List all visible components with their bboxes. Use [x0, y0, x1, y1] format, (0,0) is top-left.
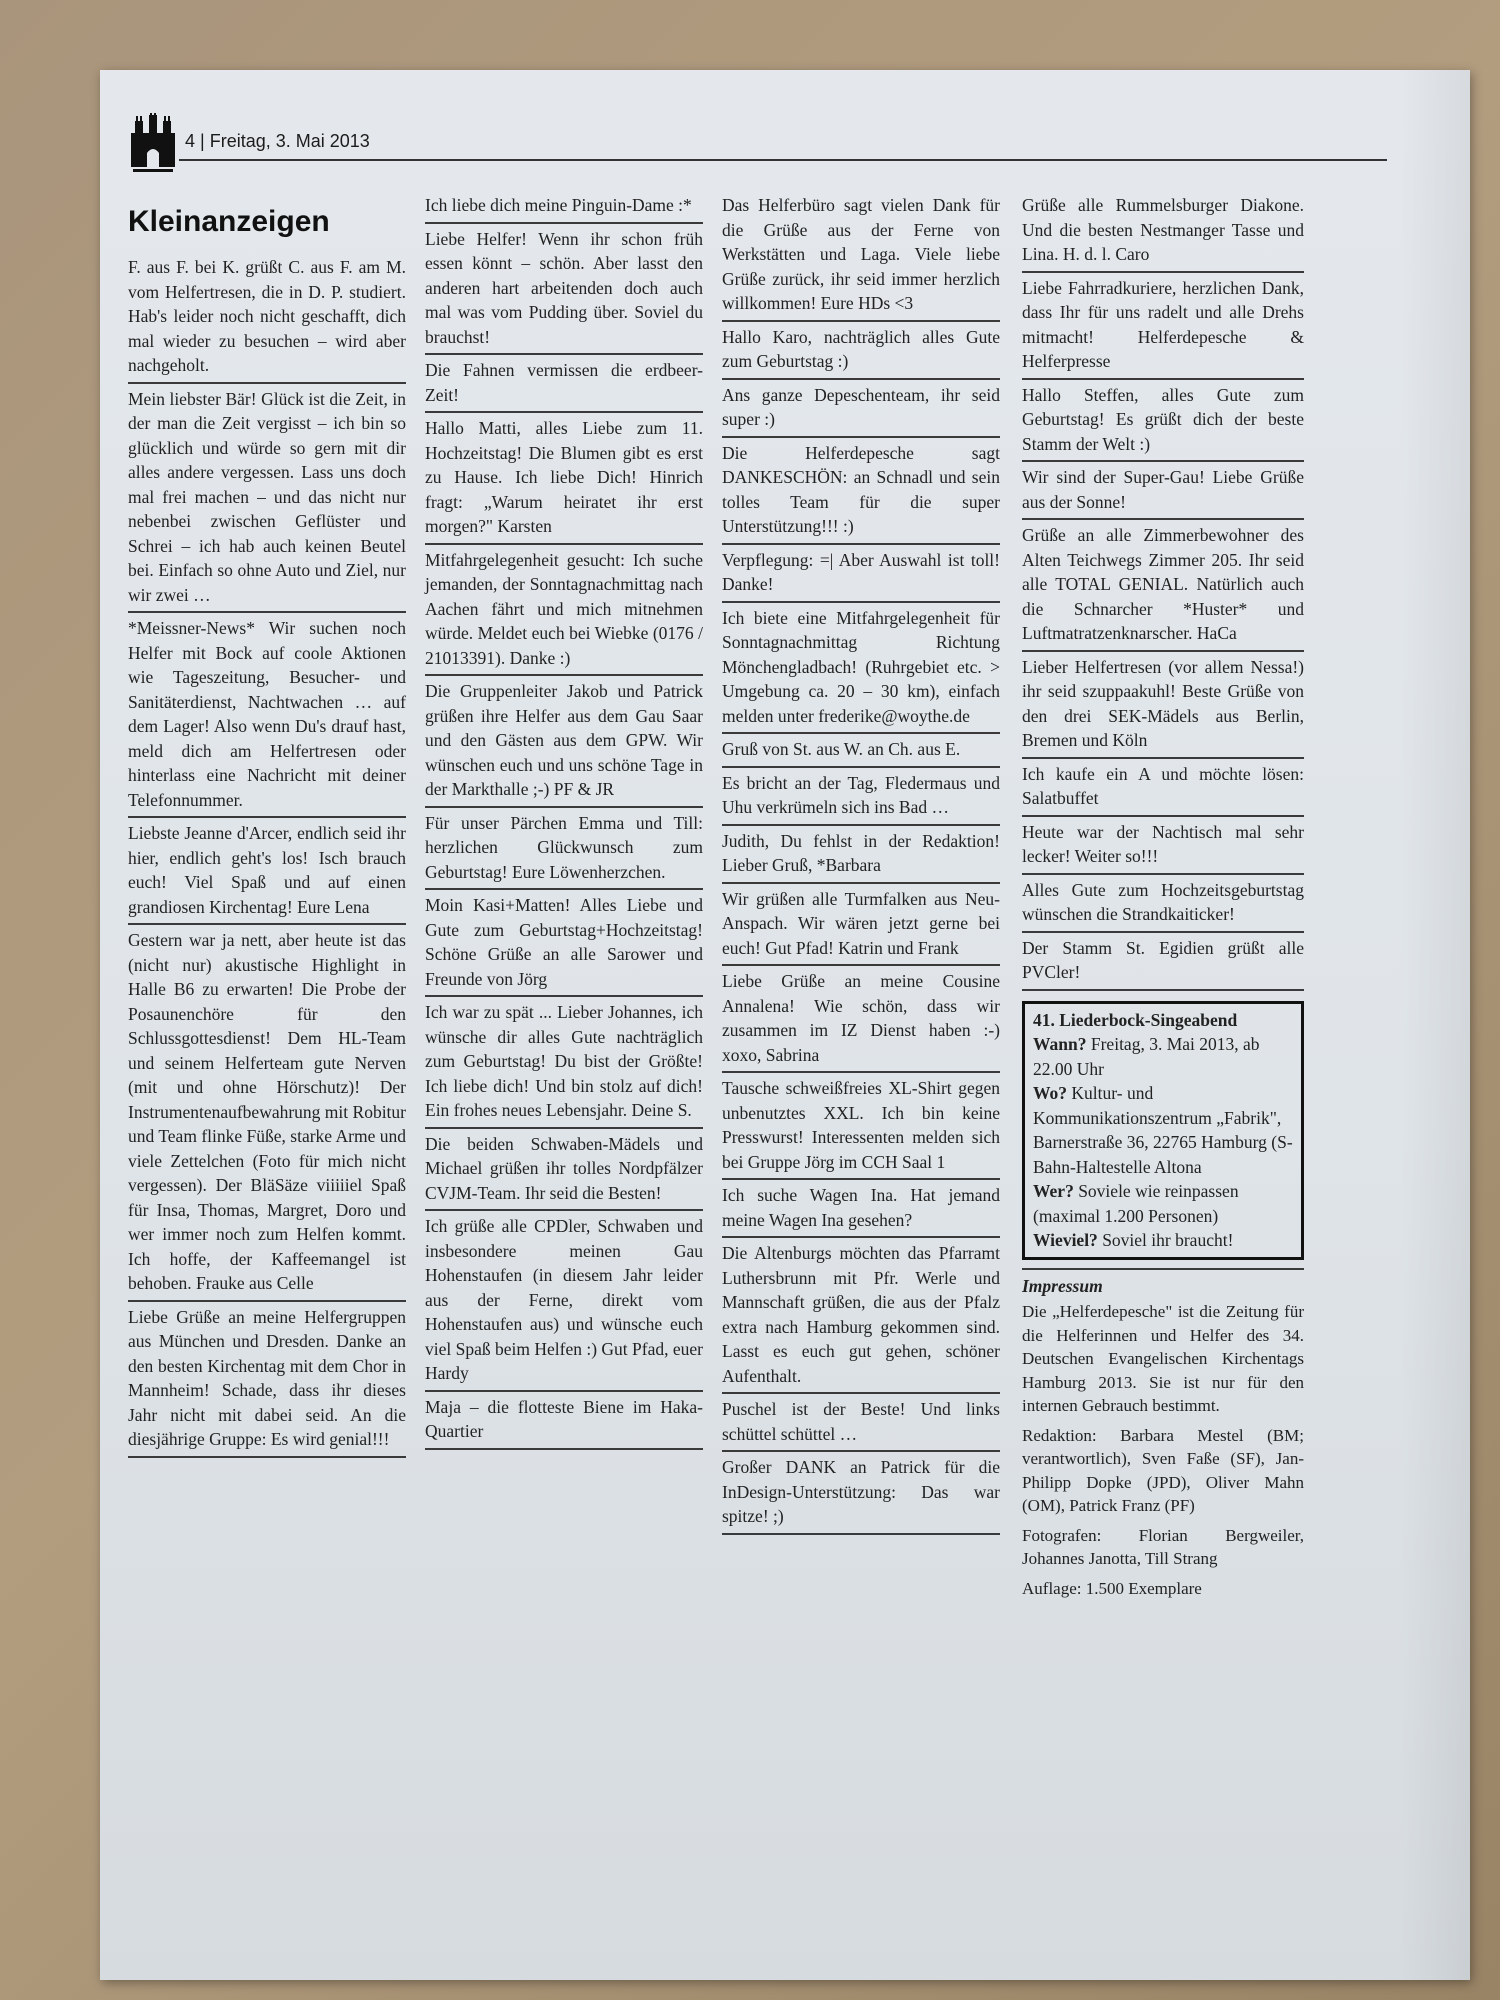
event-where: [1033, 1081, 1293, 1179]
classified-ad: Ich kaufe ein A und möchte lösen: Salatbuffet: [1022, 759, 1304, 817]
header-rule: [179, 159, 1387, 161]
classified-ad: Verpflegung: =| Aber Auswahl ist toll! Danke!: [722, 545, 1000, 603]
classified-ad: Mein liebster Bär! Glück ist die Zeit, in der man die Zeit vergisst – ich bin so glücklich und würde so gern mit dir alles andere vergessen. Lass uns doch mal frei machen – und das nicht nur nebenbei zwischen Geflüster und Schrei – ich hab auch keinen Beutel bei. Einfach so ohne Auto und Ziel, nur wir zwei …: [128, 384, 406, 614]
classified-ad: Ich suche Wagen Ina. Hat jemand meine Wagen Ina gesehen?: [722, 1180, 1000, 1238]
classified-ad: Liebe Grüße an meine Helfergruppen aus München und Dresden. Danke an den besten Kirchentag mit dem Chor in Mannheim! Schade, dass ihr dieses Jahr nicht mit dabei seid. An die diesjährige Gruppe: Es wird genial!!!: [128, 1302, 406, 1458]
impressum-intro: Die „Helferdepesche" ist die Zeitung für die Helferinnen und Helfer des 34. Deutschen Evangelischen Kirchentags Hamburg 2013. Sie ist nur für den internen Gebrauch bestimmt.: [1022, 1302, 1304, 1415]
column-2: [425, 190, 703, 1450]
classified-ad: Grüße an alle Zimmerbewohner des Alten Teichwegs Zimmer 205. Ihr seid alle TOTAL GENIAL. Natürlich auch die Schnarcher *Huster* und Luftmatratzenknarscher. HaCa: [1022, 520, 1304, 652]
classified-ad: Der Stamm St. Egidien grüßt alle PVCler!: [1022, 933, 1304, 991]
column-3: [722, 190, 1000, 1535]
classified-ad: Wir grüßen alle Turmfalken aus Neu-Anspach. Wir wären jetzt gerne bei euch! Gut Pfad! Katrin und Frank: [722, 884, 1000, 967]
page-header: [127, 113, 1387, 163]
event-who-value: Soviele wie reinpassen (maximal 1.200 Personen): [1033, 1181, 1239, 1226]
hamburg-crest-icon: [127, 113, 179, 173]
event-title: 41. Liederbock-Singeabend: [1033, 1009, 1238, 1030]
classified-ad: Heute war der Nachtisch mal sehr lecker! Weiter so!!!: [1022, 817, 1304, 875]
impressum-redaktion: Redaktion: Barbara Mestel (BM; verantwortlich), Sven Faße (SF), Jan-Philipp Dopke (JPD), Oliver Mahn (OM), Patrick Franz (PF): [1022, 1425, 1304, 1515]
event-cost-label: Wieviel?: [1033, 1230, 1098, 1250]
classified-ad: Lieber Helfertresen (vor allem Nessa!) ihr seid szuppaakuhl! Beste Grüße von den drei SEK-Mädels aus Berlin, Bremen und Köln: [1022, 652, 1304, 759]
classified-ad: Ans ganze Depeschenteam, ihr seid super :): [722, 380, 1000, 438]
event-when-label: Wann?: [1033, 1034, 1087, 1054]
header-dateline: [185, 131, 370, 152]
classified-ad: Ich biete eine Mitfahrgelegenheit für Sonntagnachmittag Richtung Mönchengladbach! (Ruhrgebiet etc. > Umgebung ca. 20 – 30 km), einfach melden unter frederike@woythe.de: [722, 603, 1000, 735]
event-cost-value: Soviel ihr braucht!: [1102, 1230, 1234, 1250]
event-when: [1033, 1032, 1293, 1081]
classified-ad: Gestern war ja nett, aber heute ist das (nicht nur) akustische Highlight in Halle B6 zu erwarten! Die Probe der Posaunenchöre für den Schlussgottesdienst! Dem HL-Team und seinem Helferteam gute Nerven (mit und ohne Hörschutz)! Der Instrumentenaufbewahrung mit Robitur und Team flinke Füße, starke Arme und viele Zettelchen (Foto für mich nicht vergessen). Der BläSäze viiiiiel Spaß für Insa, Thomas, Margret, Doro und wer immer noch zum Helfen kommt. Ich hoffe, der Kaffeemangel ist behoben. Frauke aus Celle: [128, 925, 406, 1302]
event-who-label: Wer?: [1033, 1181, 1074, 1201]
classified-ad: Ich war zu spät ... Lieber Johannes, ich wünsche dir alles Gute nachträglich zum Geburtstag! Du bist der Größte! Ich liebe dich! Und bin stolz auf dich! Ein frohes neues Lebensjahr. Deine S.: [425, 997, 703, 1129]
event-box: [1022, 1001, 1304, 1260]
classified-ad: Maja – die flotteste Biene im Haka-Quartier: [425, 1392, 703, 1450]
classified-ad: Großer DANK an Patrick für die InDesign-Unterstützung: Das war spitze! ;): [722, 1452, 1000, 1535]
classified-ad: Hallo Karo, nachträglich alles Gute zum Geburtstag :): [722, 322, 1000, 380]
classified-ad: Das Helferbüro sagt vielen Dank für die Grüße aus der Ferne von Werkstätten und Laga. Viele liebe Grüße zurück, ihr seid immer herzlich willkommen! Eure HDs <3: [722, 190, 1000, 322]
classified-ad: Die beiden Schwaben-Mädels und Michael grüßen ihr tolles Nordpfälzer CVJM-Team. Ihr seid die Besten!: [425, 1129, 703, 1212]
classified-ad: Judith, Du fehlst in der Redaktion! Lieber Gruß, *Barbara: [722, 826, 1000, 884]
classified-ad: Tausche schweißfreies XL-Shirt gegen unbenutztes XXL. Ich bin keine Presswurst! Interessenten melden sich bei Gruppe Jörg im CCH Saal 1: [722, 1073, 1000, 1180]
classified-ad: Es bricht an der Tag, Fledermaus und Uhu verkrümeln sich ins Bad …: [722, 768, 1000, 826]
impressum-auflage: Auflage: 1.500 Exemplare: [1022, 1578, 1202, 1598]
section-title: Kleinanzeigen: [128, 205, 330, 238]
issue-date: Freitag, 3. Mai 2013: [209, 131, 370, 151]
classified-ad: Hallo Steffen, alles Gute zum Geburtstag! Es grüßt dich der beste Stamm der Welt :): [1022, 380, 1304, 463]
classified-ad: Alles Gute zum Hochzeitsgeburtstag wünschen die Strandkaiticker!: [1022, 875, 1304, 933]
impressum-title: Impressum: [1022, 1268, 1304, 1299]
event-who: [1033, 1179, 1293, 1228]
classified-ad: Die Altenburgs möchten das Pfarramt Luthersbrunn mit Pfr. Werle und Mannschaft grüßen, die aus der Pfalz extra nach Hamburg gekommen sind. Lasst es euch gut gehen, schöner Aufenthalt.: [722, 1238, 1000, 1394]
impressum-fotografen: Fotografen: Florian Bergweiler, Johannes Janotta, Till Strang: [1022, 1525, 1304, 1568]
column-4: [1022, 190, 1304, 1606]
classified-ad: Mitfahrgelegenheit gesucht: Ich suche jemanden, der Sonntagnachmittag nach Aachen fährt und mich mitnehmen würde. Meldet euch bei Wiebke (0176 / 21013391). Danke :): [425, 545, 703, 677]
classified-ad: Grüße alle Rummelsburger Diakone. Und die besten Nestmanger Tasse und Lina. H. d. l. Caro: [1022, 190, 1304, 273]
classified-ad: F. aus F. bei K. grüßt C. aus F. am M. vom Helfertresen, die in D. P. studiert. Hab's leider noch nicht geschafft, dich mal wieder zu besuchen – wird aber nachgeholt.: [128, 252, 406, 384]
classified-ad: Ich liebe dich meine Pinguin-Dame :*: [425, 190, 703, 224]
page-number: 4: [185, 131, 196, 151]
header-separator: |: [200, 131, 205, 151]
classified-ad: Liebste Jeanne d'Arcer, endlich seid ihr hier, endlich geht's los! Isch brauch euch! Viel Spaß und auf einen grandiosen Kirchentag! Eure Lena: [128, 818, 406, 925]
column-1: [128, 190, 406, 1458]
classified-ad: Für unser Pärchen Emma und Till: herzlichen Glückwunsch zum Geburtstag! Eure Löwenherzchen.: [425, 808, 703, 891]
classified-ad: Puschel ist der Beste! Und links schüttel schüttel …: [722, 1394, 1000, 1452]
classified-ad: Liebe Helfer! Wenn ihr schon früh essen könnt – schön. Aber lasst den anderen hart arbeitenden doch auch mal was vom Pudding über. Soviel du brauchst!: [425, 224, 703, 356]
classified-ad: Gruß von St. aus W. an Ch. aus E.: [722, 734, 1000, 768]
classified-ad: Wir sind der Super-Gau! Liebe Grüße aus der Sonne!: [1022, 462, 1304, 520]
classified-ad: Die Gruppenleiter Jakob und Patrick grüßen ihre Helfer aus dem Gau Saar und den Gästen aus dem GPW. Wir wünschen euch und uns schöne Tage in der Markthalle ;-) PF & JR: [425, 676, 703, 808]
event-where-value: Kultur- und Kommunikationszentrum „Fabrik", Barnerstraße 36, 22765 Hamburg (S-Bahn-Haltestelle Altona: [1033, 1083, 1293, 1177]
classified-ad: Moin Kasi+Matten! Alles Liebe und Gute zum Geburtstag+Hochzeitstag! Schöne Grüße an alle Sarower und Freunde von Jörg: [425, 890, 703, 997]
classified-ad: Die Helferdepesche sagt DANKESCHÖN: an Schnadl und sein tolles Team für die super Unterstützung!!! :): [722, 438, 1000, 545]
event-when-value: Freitag, 3. Mai 2013, ab 22.00 Uhr: [1033, 1034, 1260, 1079]
classified-ad: Liebe Grüße an meine Cousine Annalena! Wie schön, dass wir zusammen im IZ Dienst haben :-) xoxo, Sabrina: [722, 966, 1000, 1073]
event-where-label: Wo?: [1033, 1083, 1068, 1103]
classified-ad: Liebe Fahrradkuriere, herzlichen Dank, dass Ihr für uns radelt und alle Drehs mitmacht! Helferdepesche & Helferpresse: [1022, 273, 1304, 380]
classified-ad: Hallo Matti, alles Liebe zum 11. Hochzeitstag! Die Blumen gibt es erst zu Hause. Ich liebe Dich! Hinrich fragt: „Warum heiratet ihr erst morgen?" Karsten: [425, 413, 703, 545]
classified-ad: *Meissner-News* Wir suchen noch Helfer mit Bock auf coole Aktionen wie Tageszeitung, Besucher- und Sanitäterdienst, Nachtwachen … auf dem Lager! Also wenn Du's drauf hast, meld dich am Helfertresen oder hinterlass eine Nachricht mit deiner Telefonnummer.: [128, 613, 406, 818]
classified-ad: Die Fahnen vermissen die erdbeer-Zeit!: [425, 355, 703, 413]
event-cost: [1033, 1228, 1293, 1253]
classified-ad: Ich grüße alle CPDler, Schwaben und insbesondere meinen Gau Hohenstaufen (in diesem Jahr leider aus der Ferne, direkt vom Hohenstaufen aus) und wünsche euch viel Spaß beim Helfen :) Gut Pfad, euer Hardy: [425, 1211, 703, 1392]
paper-shadow: [1400, 70, 1470, 1980]
